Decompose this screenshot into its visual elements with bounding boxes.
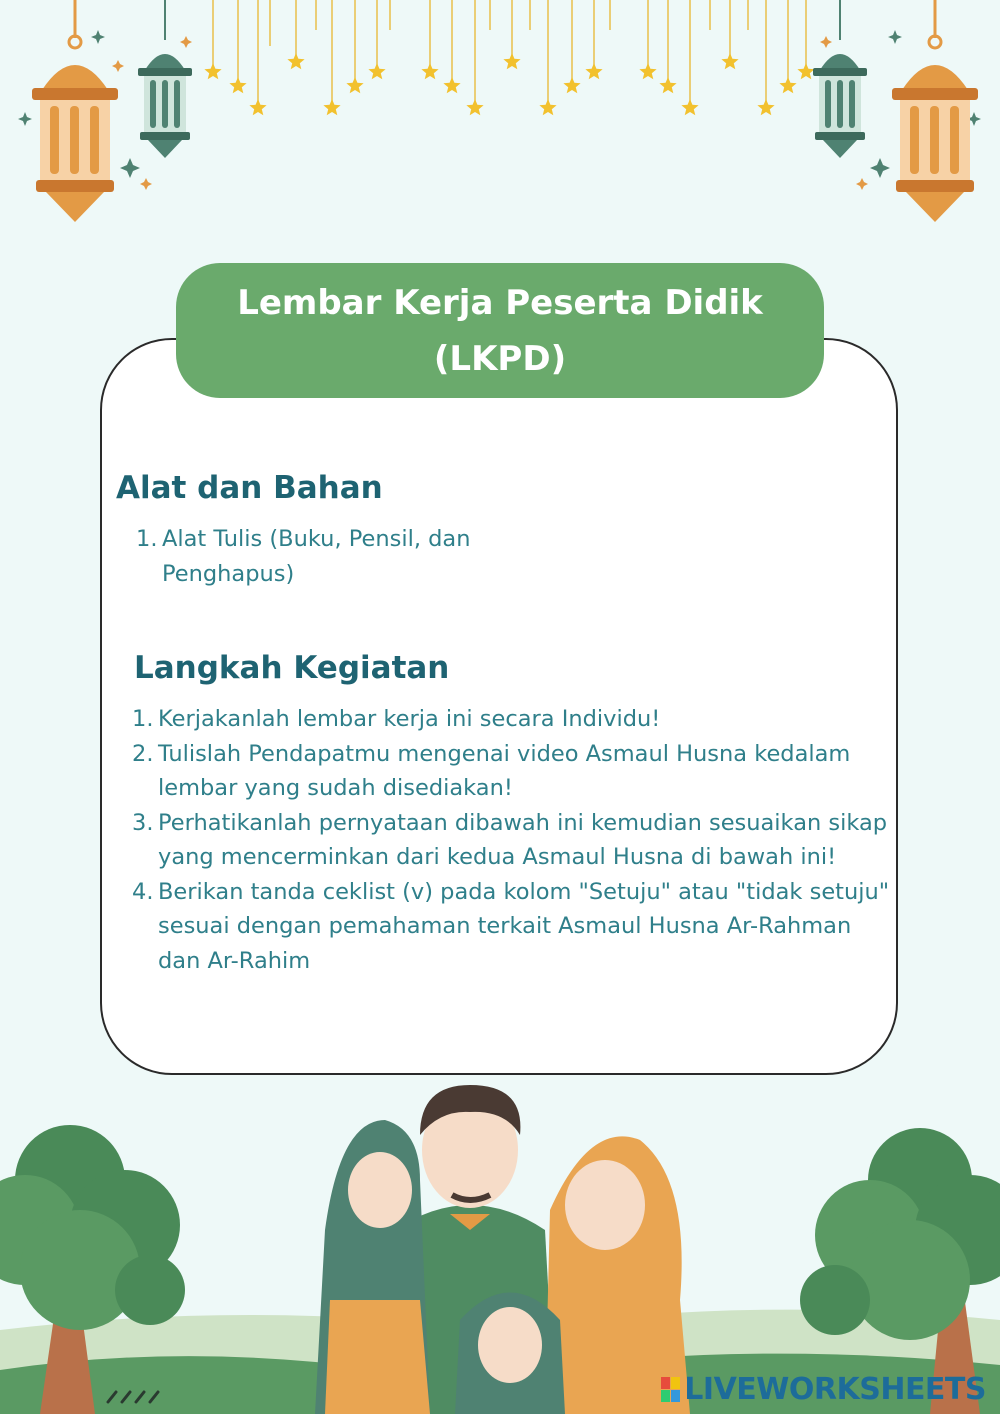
title-banner: [176, 263, 824, 398]
list-item: [136, 522, 576, 591]
liveworksheets-logo-icon: [661, 1377, 681, 1403]
top-decoration: [0, 0, 1000, 240]
star-icon: [346, 77, 363, 93]
liveworksheets-watermark: [661, 1372, 986, 1407]
star-icon: [287, 53, 304, 69]
watermark-text: LIVEWORKSHEETS: [684, 1372, 986, 1407]
lantern-icon: [892, 0, 978, 222]
list-item-number: 3.: [132, 809, 154, 836]
star-icon: [779, 77, 796, 93]
star-icon: [757, 99, 774, 115]
langkah-kegiatan-list: [132, 702, 892, 978]
lantern-icon: [138, 0, 192, 158]
list-item-text: Kerjakanlah lembar kerja ini secara Individu!: [158, 706, 661, 732]
list-item: [132, 702, 892, 737]
family-illustration: [315, 1085, 690, 1414]
lantern-icon: [813, 0, 867, 158]
star-icon: [721, 53, 738, 69]
langkah-kegiatan-heading: Langkah Kegiatan: [134, 650, 450, 686]
list-item-text: Berikan tanda ceklist (v) pada kolom "Setuju" atau "tidak setuju" sesuai dengan pemahaman terkait Asmaul Husna Ar-Rahman dan Ar-Rahim: [158, 878, 890, 974]
star-icon: [466, 99, 483, 115]
star-icon: [229, 77, 246, 93]
star-icon: [659, 77, 676, 93]
page-title: Lembar Kerja Peserta Didik: [237, 282, 763, 323]
list-item-text: Tulislah Pendapatmu mengenai video Asmaul Husna kedalam lembar yang sudah disediakan!: [158, 740, 851, 801]
star-icon: [681, 99, 698, 115]
alat-dan-bahan-list: [136, 522, 576, 591]
star-icon: [323, 99, 340, 115]
page-subtitle: (LKPD): [433, 338, 567, 379]
list-item-text: Alat Tulis (Buku, Pensil, dan Penghapus): [162, 526, 471, 587]
star-icon: [249, 99, 266, 115]
list-item: [132, 806, 892, 875]
list-item-number: 1.: [132, 706, 154, 732]
list-item-number: 1.: [136, 526, 158, 552]
lantern-icon: [32, 0, 118, 222]
list-item: [132, 875, 892, 979]
list-item: [132, 737, 892, 806]
star-icon: [204, 63, 221, 79]
list-item-number: 4.: [132, 878, 154, 905]
star-icon: [639, 63, 656, 79]
star-icon: [368, 63, 385, 79]
star-icon: [503, 53, 520, 69]
list-item-text: Perhatikanlah pernyataan dibawah ini kemudian sesuaikan sikap yang mencerminkan dari kedua Asmaul Husna di bawah ini!: [158, 809, 888, 870]
star-icon: [539, 99, 556, 115]
alat-dan-bahan-heading: Alat dan Bahan: [116, 470, 383, 506]
star-icon: [797, 63, 814, 79]
star-icon: [421, 63, 438, 79]
star-icon: [585, 63, 602, 79]
star-icon: [443, 77, 460, 93]
star-icon: [563, 77, 580, 93]
list-item-number: 2.: [132, 740, 154, 767]
bottom-decoration: [0, 1080, 1000, 1414]
